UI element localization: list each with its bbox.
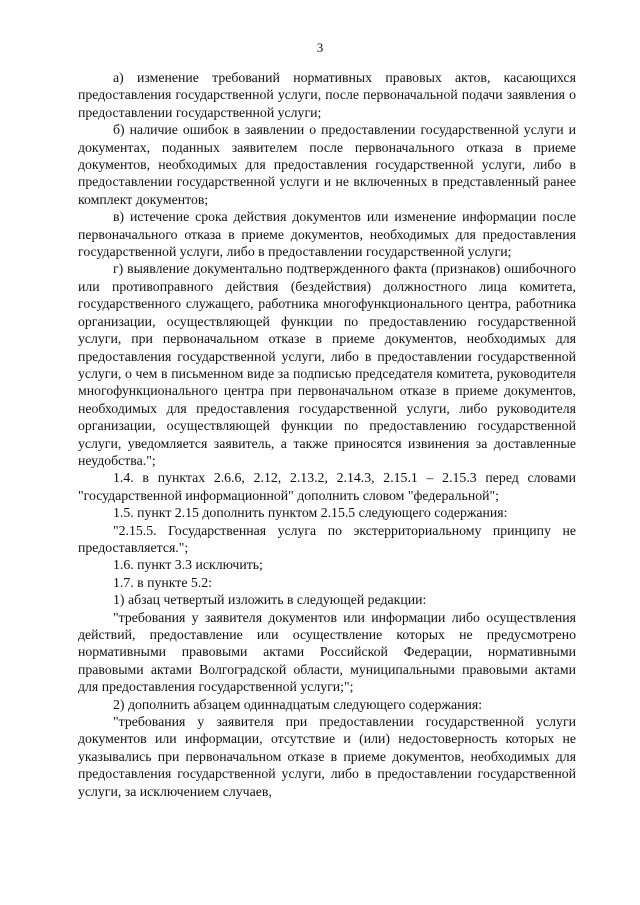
paragraph-item-2: 2) дополнить абзацем одиннадцатым следующего содержания: bbox=[113, 696, 483, 712]
paragraph-item-1: 1) абзац четвертый изложить в следующей редакции: bbox=[113, 592, 427, 608]
paragraph-b: б) наличие ошибок в заявлении о предоставлении государственной услуги и документах, поданных заявителем после первоначального отказа в приеме документов, необходимых для предоставления государственной услуги, либо в предоставлении государственной услуги и не включенных в представленный ранее комплект документов; bbox=[78, 122, 576, 207]
paragraph-quote-requirements: "требования у заявителя документов или информации либо осуществления действий, предоставление или осуществление которых не предусмотрено нормативными правовыми актами Российской Федерации, нормативными правовыми актами Волгоградской области, муниципальными правовыми актами для предоставления государственной услуги;"; bbox=[78, 609, 576, 695]
paragraph-g: г) выявление документально подтвержденного факта (признаков) ошибочного или противоправного действия (бездействия) должностного лица комитета, государственного служащего, работника многофункционального центра, работника организации, осуществляющей функции по предоставлению государственной услуги, при первоначальном отказе в приеме документов, необходимых для предоставления государственной услуги, либо в предоставлении государственной услуги, о чем в письменном виде за подписью председателя комитета, руководителя многофункционального центра при первоначальном отказе в приеме документов, необходимых для предоставления государственной услуги, либо руководителя организации, осуществляющей функции по предоставлению государственной услуги, уведомляется заявитель, а также приносятся извинения за доставленные неудобства."; bbox=[78, 261, 576, 468]
paragraph-quote-new: "требования у заявителя при предоставлении государственной услуги документов или информации, отсутствие и (или) недостоверность которых не указывались при первоначальном отказе в приеме документов, необходимых для предоставления государственной услуги, либо в предоставлении государственной услуги, за исключением случаев, bbox=[78, 714, 576, 799]
paragraph-2-15-5: "2.15.5. Государственная услуга по экстерриториальному принципу не предоставляется."; bbox=[78, 522, 576, 555]
page-number: 3 bbox=[316, 40, 324, 55]
paragraph-1-7: 1.7. в пункте 5.2: bbox=[113, 574, 212, 590]
document-body bbox=[78, 69, 576, 800]
paragraph-1-6: 1.6. пункт 3.3 исключить; bbox=[113, 557, 263, 573]
paragraph-v: в) истечение срока действия документов или изменение информации после первоначального отказа в приеме документов, необходимых для предоставления государственной услуги, либо в предоставлении государственной услуги; bbox=[78, 209, 576, 260]
paragraph-1-5: 1.5. пункт 2.15 дополнить пунктом 2.15.5 следующего содержания: bbox=[113, 505, 508, 521]
paragraph-1-4: 1.4. в пунктах 2.6.6, 2.12, 2.13.2, 2.14.3, 2.15.1 – 2.15.3 перед словами "государственной информационной" дополнить словом "федеральной"; bbox=[78, 470, 576, 503]
paragraph-a: а) изменение требований нормативных правовых актов, касающихся предоставления государственной услуги, после первоначальной подачи заявления о предоставлении государственной услуги; bbox=[78, 70, 576, 120]
